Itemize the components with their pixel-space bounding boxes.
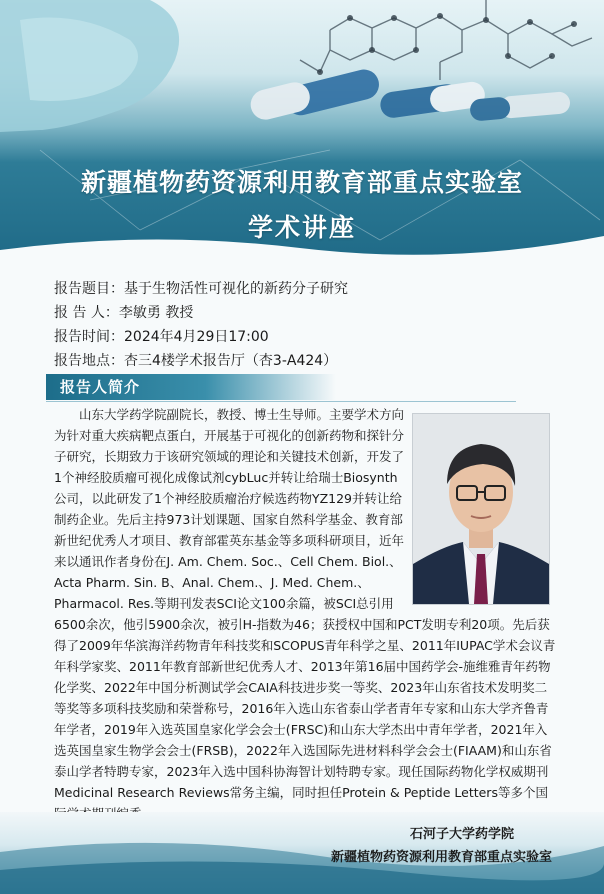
info-value: 2024年4月29日17:00 [124, 329, 269, 345]
page-subtitle: 学术讲座 [247, 213, 356, 242]
lecture-info [54, 277, 574, 373]
page-title: 新疆植物药资源利用教育部重点实验室 [80, 168, 523, 197]
speaker-photo [412, 413, 550, 605]
portrait-image [413, 414, 549, 604]
info-value: 李敏勇 教授 [118, 305, 194, 321]
section-divider [46, 401, 516, 402]
info-row-location [54, 349, 574, 373]
info-label: 报告时间： [54, 329, 124, 345]
section-title: 报告人简介 [60, 378, 141, 396]
info-row-time [54, 325, 574, 349]
info-label: 报告题目： [54, 281, 124, 297]
organizer-lab: 新疆植物药资源利用教育部重点实验室 [330, 850, 552, 865]
info-row-speaker [54, 301, 574, 325]
info-value: 杏三4楼学术报告厅（杏3-A424） [124, 353, 338, 369]
header-banner [0, 0, 604, 262]
info-value: 基于生物活性可视化的新药分子研究 [124, 281, 348, 297]
info-label: 报告地点： [54, 353, 124, 369]
bio-paragraph: 山东大学药学院副院长，教授、博士生导师。主要学术方向为针对重大疾病靶点蛋白，开展基于可视化的创新药物和探针分子研究，长期致力于该研究领域的理论和关键技术创新，开发了1个神经胶质瘤可视化成像试剂cybLuc并转让给瑞士Biosynth公司，以此研发了1个神经胶质瘤治疗候选药物YZ129并转让给制药企业。先后主持973计划课题、国家自然科学基金、教育部新世纪优秀人才项目、教育部霍英东基金等多项科研项目，近年来以通讯作者身份在J. Am. Chem. Soc.、Cell Chem. Biol.、Acta Pharm. Sin. B、Anal. Chem.、J. Med. Chem.、Pharmacol. Res.等期刊发表SCI论文100余篇，被SCI总引用6500余次，他引5900余次，被引H-指数为46；获授权中国和PCT发明专利20项。先后获得了2009年华滨海洋药物青年科技奖和SCOPUS青年科学之星、2011年IUPAC学术会议青年科学家奖、2011年教育部新世纪优秀人才、2013年第16届中国药学会-施维雅青年药物化学奖、2022年中国分析测试学会CAIA科技进步奖一等奖、2023年山东省技术发明奖二等奖等多项科技奖励和荣誉称号，2016年入选山东省泰山学者青年专家和山东大学齐鲁青年学者，2019年入选英国皇家化学会会士(FRSC)和山东大学杰出中青年学者，2021年入选英国皇家生物学会会士(FRSB)，2022年入选国际先进材料科学会会士(FIAAM)和山东省泰山学者特聘专家，2023年入选中国科协海智计划特聘专家。现任国际药物化学权威期刊Medicinal Research Reviews常务主编，同时担任Protein & Peptide Letters等多个国 [54, 407, 556, 800]
section-heading [46, 374, 336, 400]
organizer-school: 石河子大学药学院 [409, 827, 514, 842]
info-label: 报 告 人： [54, 305, 119, 321]
info-row-title [54, 277, 574, 301]
